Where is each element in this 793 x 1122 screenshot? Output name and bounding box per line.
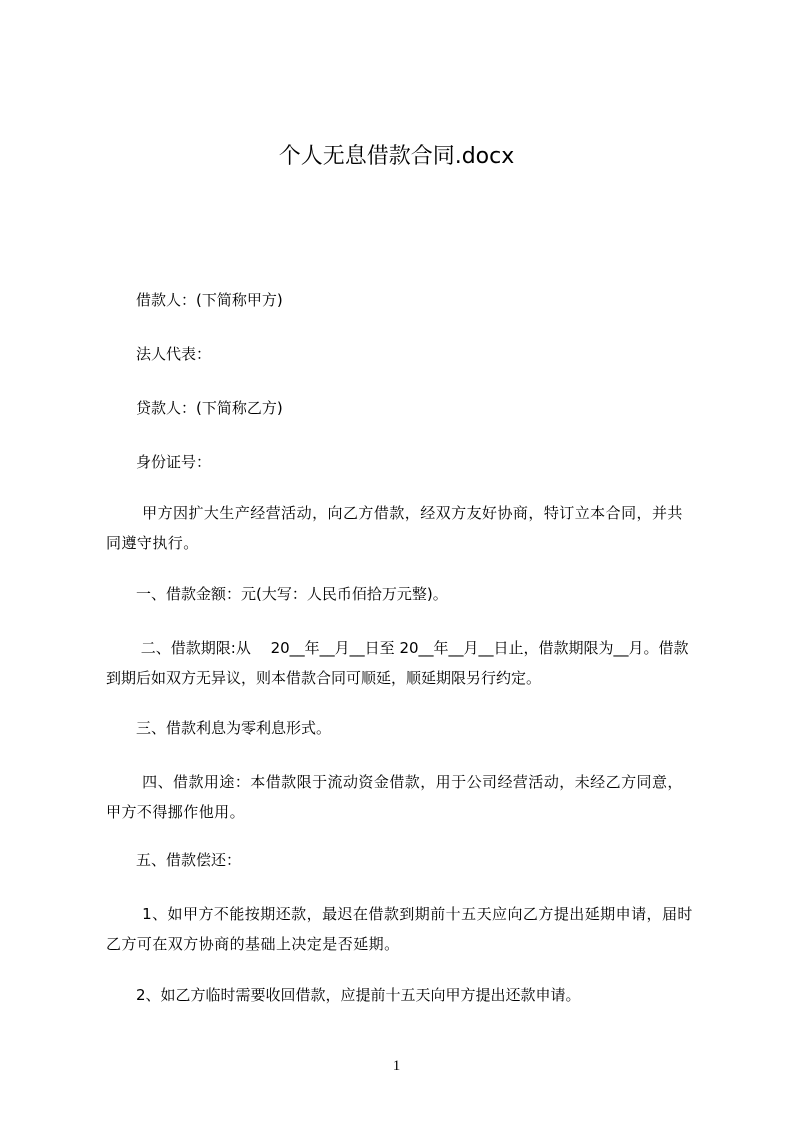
paragraph-line: 二、借款期限:从 20__年__月__日至 20__年__月__日止，借款期限为__月。借款 bbox=[106, 639, 689, 657]
paragraph-line: 一、借款金额：元(大写：人民币佰拾万元整)。 bbox=[106, 585, 448, 603]
paragraph-line: 法人代表： bbox=[106, 345, 212, 363]
paragraph-line: 到期后如双方无异议，则本借款合同可顺延，顺延期限另行约定。 bbox=[106, 669, 542, 687]
paragraph-loan-amount bbox=[106, 579, 706, 609]
paragraph-preamble bbox=[106, 498, 706, 558]
paragraph-line: 乙方可在双方协商的基础上决定是否延期。 bbox=[106, 935, 400, 953]
paragraph-line: 五、借款偿还： bbox=[106, 851, 242, 869]
paragraph-legal-representative bbox=[106, 339, 706, 369]
paragraph-line: 1、如甲方不能按期还款，最迟在借款到期前十五天应向乙方提出延期申请，届时 bbox=[106, 905, 693, 923]
paragraph-loan-term bbox=[106, 633, 706, 693]
paragraph-borrower bbox=[106, 285, 706, 315]
paragraph-repayment-heading bbox=[106, 845, 706, 875]
paragraph-line: 2、如乙方临时需要收回借款，应提前十五天向甲方提出还款申请。 bbox=[106, 986, 581, 1004]
paragraph-line: 借款人：(下简称甲方) bbox=[106, 291, 283, 309]
paragraph-line: 身份证号： bbox=[106, 453, 212, 471]
paragraph-line: 同遵守执行。 bbox=[106, 534, 199, 552]
paragraph-line: 四、借款用途：本借款限于流动资金借款，用于公司经营活动，未经乙方同意， bbox=[106, 773, 683, 791]
paragraph-repayment-extension bbox=[106, 899, 706, 959]
page-number: 1 bbox=[392, 1058, 401, 1074]
paragraph-lender bbox=[106, 393, 706, 423]
paragraph-loan-purpose bbox=[106, 767, 706, 827]
paragraph-id-number bbox=[106, 447, 706, 477]
paragraph-interest bbox=[106, 713, 706, 743]
paragraph-line: 三、借款利息为零利息形式。 bbox=[106, 719, 332, 737]
document-title: 个人无息借款合同.docx bbox=[278, 144, 515, 169]
paragraph-line: 贷款人：(下简称乙方) bbox=[106, 399, 283, 417]
paragraph-line: 甲方不得挪作他用。 bbox=[106, 803, 246, 821]
paragraph-line: 甲方因扩大生产经营活动，向乙方借款，经双方友好协商，特订立本合同，并共 bbox=[106, 504, 683, 522]
paragraph-repayment-recall bbox=[106, 980, 706, 1010]
